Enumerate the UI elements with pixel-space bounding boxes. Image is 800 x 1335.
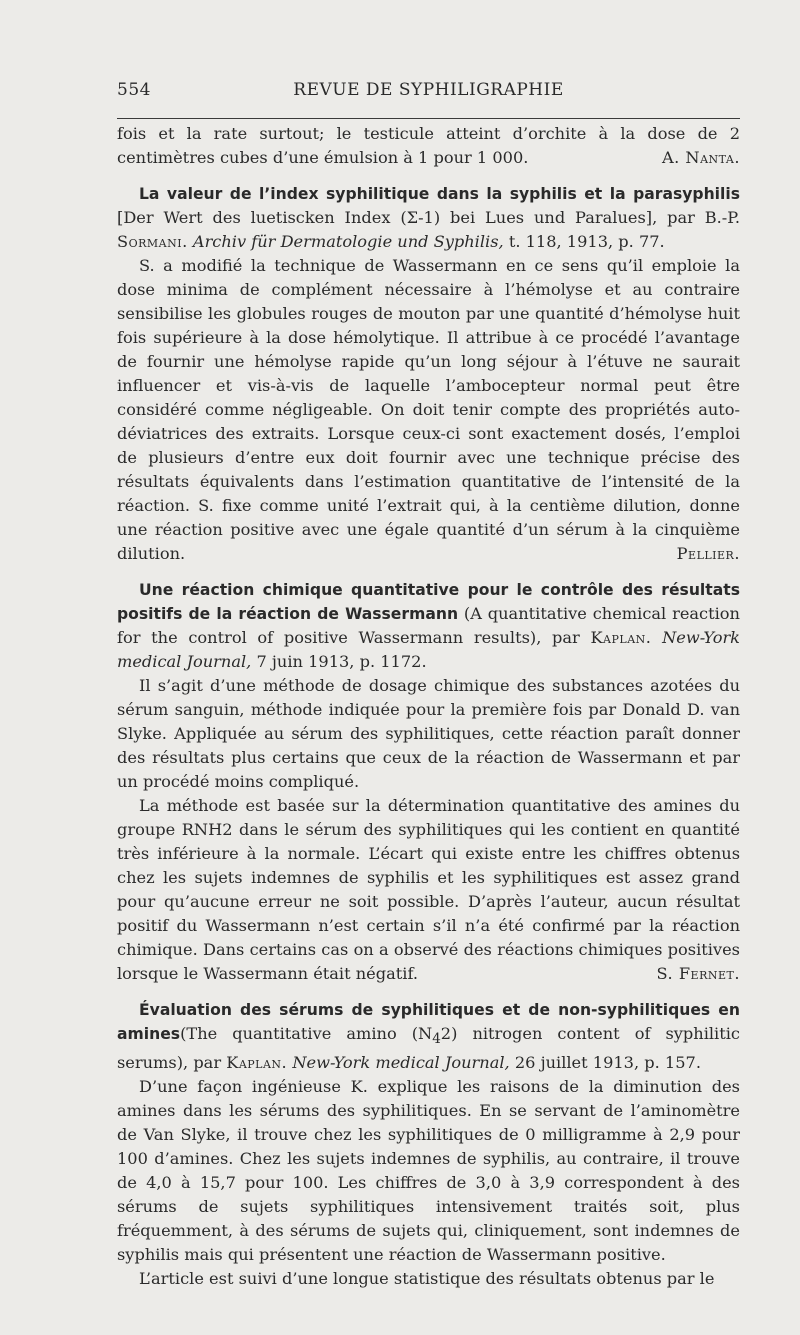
article-reference: [Der Wert des luetiscken Index (Σ-1) bei Lues und Paralues], par xyxy=(117,208,695,227)
article-body: S. a modifié la technique de Wassermann en ce sens qu’il emploie la dose minima de complément nécessaire à l’hémolyse et au contraire sensibilise les globules rouges de mouton par une quantité d’hémolyse huit fois supérieure à la dose hémolytique. Il attribue à ce procédé l’avantage de fournir une hémolyse rapide qu’un long séjour à l’étuve ne saurait influencer et vis-à-vis de laquelle l’ambocepteur normal peut être considéré comme négligeable. On doit tenir compte des propriétés auto-déviatrices des extraits. Lorsque ceux-ci sont exactement dosés, l’emploi de plusieurs d’entre eux doit fournir avec une technique précise des résultats équivalents dans l’estimation quantitative de l’intensité de la réaction. S. fixe comme unité l’extrait qui, à la centième dilution, donne une réaction positive avec une égale quantité d’un sérum à la cinquième dilution. Pellier. xyxy=(117,254,740,566)
reference-details: 26 juillet 1913, p. 157. xyxy=(514,1053,701,1073)
article-heading xyxy=(117,998,740,1075)
journal-title: REVUE DE SYPHILIGRAPHIE xyxy=(293,80,564,100)
article-reference: (A quantitative chemical reaction for the control of positive Wassermann results), par xyxy=(117,604,740,647)
reference-details: t. 118, 1913, p. 77. xyxy=(508,232,665,251)
continuation-paragraph: fois et la rate surtout; le testicule atteint d’orchite à la dose de 2 centimètres cubes d’une émulsion à 1 pour 1 000. A. Nanta. xyxy=(117,122,740,170)
signature: S. Fernet. xyxy=(656,964,740,983)
article-body: D’une façon ingénieuse K. explique les raisons de la diminution des amines dans les sérums des syphilitiques. En se servant de l’aminomètre de Van Slyke, il trouve chez les syphilitiques de 0 milligramme à 2,9 pour 100 d’amines. Chez les sujets indemnes de syphilis, au contraire, il trouve de 4,0 à 15,7 pour 100. Les chiffres de 3,0 à 3,9 correspondent à des sérums de sujets syphilitiques intensivement traités soit, plus fréquemment, à des sérums de sujets qui, cliniquement, sont indemnes de syphilis mais qui présentent une réaction de Wassermann positive. xyxy=(117,1077,740,1265)
article-reference: (The quantitative amino $(N_42)$ nitrogen content of syphilitic serums), par xyxy=(117,1024,740,1073)
journal-name: Archiv für Dermatologie und Syphilis, xyxy=(192,232,504,251)
signature: Pellier. xyxy=(676,544,740,563)
article-body: La méthode est basée sur la détermination quantitative des amines du groupe RNH2 dans le sérum des syphilitiques qui les contient en quantité très inférieure à la normale. L’écart qui existe entre les chiffres obtenus chez les sujets indemnes de syphilis et les syphilitiques est assez grand pour qu’aucune erreur ne soit possible. D’après l’auteur, aucun résultat positif du Wassermann n’est certain s’il n’a été confirmé par la réaction chimique. Dans certains cas on a observé des réactions chimiques positives lorsque le Wassermann était négatif. S. Fernet. xyxy=(117,794,740,986)
page-body xyxy=(117,122,740,1291)
reference-details: 7 juin 1913, p. 1172. xyxy=(256,652,427,671)
header-rule xyxy=(117,118,740,119)
page-number: 554 xyxy=(117,80,151,100)
author-name: Kaplan. xyxy=(226,1053,288,1073)
article-heading xyxy=(117,182,740,254)
article-title: La valeur de l’index syphilitique dans la syphilis et la parasyphilis xyxy=(139,185,740,203)
article-heading xyxy=(117,578,740,674)
signature: A. Nanta. xyxy=(661,148,740,167)
running-header xyxy=(117,80,740,108)
article-title: Une réaction chimique quantitative pour le contrôle des résultats positifs de la réaction de Wassermann xyxy=(117,581,740,623)
article-title: Évaluation des sérums de syphilitiques et de non-syphilitiques en amines xyxy=(117,1001,740,1043)
journal-name: New-York medical Journal, xyxy=(292,1053,510,1073)
author-name: Sormani. xyxy=(117,232,188,251)
journal-name: New-York medical Journal, xyxy=(117,628,740,671)
article-body: Il s’agit d’une méthode de dosage chimique des substances azotées du sérum sanguin, méthode indiquée pour la première fois par Donald D. van Slyke. Appliquée au sérum des syphilitiques, cette réaction paraît donner des résultats plus certains que ceux de la réaction de Wassermann et par un procédé moins compliqué. xyxy=(117,676,740,791)
author-name: Kaplan. xyxy=(590,628,652,647)
article-body: L’article est suivi d’une longue statistique des résultats obtenus par le xyxy=(139,1269,715,1289)
author-initials: B.-P. xyxy=(704,208,740,227)
